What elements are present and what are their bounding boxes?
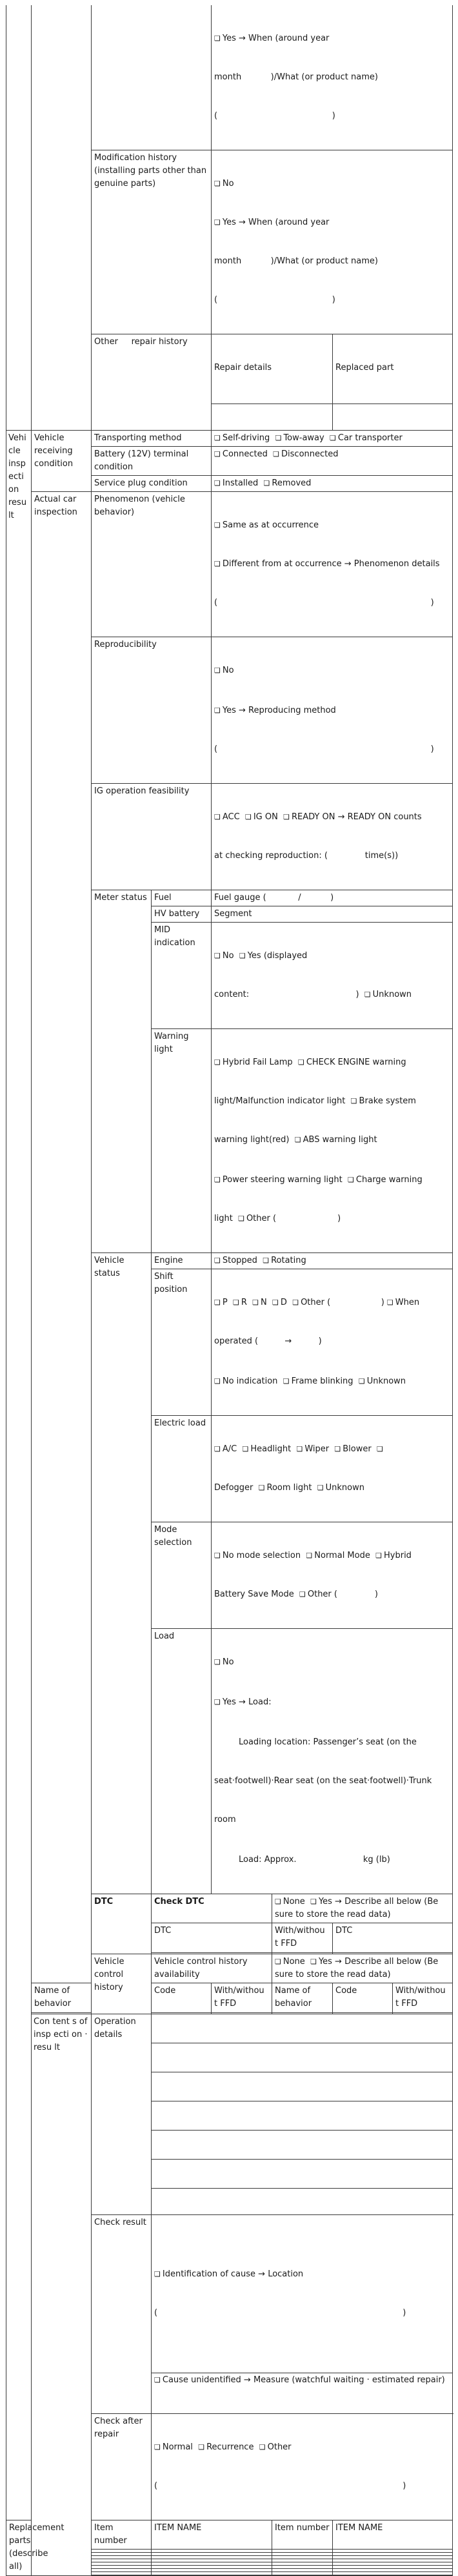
ffd-col-text: With/withou t FFD xyxy=(275,1926,328,1948)
checkbox-icon[interactable] xyxy=(298,1058,306,1067)
rule-line xyxy=(333,402,452,404)
opt-same: Same as at occurrence xyxy=(222,520,319,530)
checkbox-icon[interactable] xyxy=(310,1957,319,1967)
code-header xyxy=(152,1983,212,2014)
rule-line xyxy=(152,2010,211,2013)
reproducing-method-field[interactable]: ( ) xyxy=(214,744,434,754)
receiving-condition-label: Vehicle receiving condition xyxy=(32,431,92,492)
ready-on-count-field[interactable]: at checking reproduction: ( time(s)) xyxy=(214,851,399,861)
mode-selection-label: Mode selection xyxy=(152,1522,212,1629)
opt-other-field[interactable]: Other ( ) xyxy=(246,1214,341,1223)
control-availability-label: Vehicle control history availability xyxy=(152,1954,272,1983)
checkbox-icon[interactable] xyxy=(259,1483,267,1493)
loading-location-text-2: seat·footwell)·Rear seat (on the seat·footwell)·Trunk xyxy=(214,1776,432,1786)
item-name-lines[interactable] xyxy=(152,2550,272,2576)
rule-line xyxy=(333,2572,452,2575)
reproducibility-options xyxy=(212,637,453,784)
code-text: Code xyxy=(335,1986,357,1996)
opt-cause-unidentified: Cause unidentified → Measure (watchful waiting · estimated repair) xyxy=(162,2375,445,2385)
opt-headlight: Headlight xyxy=(250,1444,292,1454)
ffd-header xyxy=(212,1983,272,2014)
checkbox-icon[interactable] xyxy=(214,478,223,488)
transport-label: Transporting method xyxy=(92,431,212,447)
opt-unknown: Unknown xyxy=(325,1483,364,1493)
opt-other-field[interactable]: Other ( ) xyxy=(307,1590,378,1599)
repair-details-text: Repair details xyxy=(214,363,272,373)
check-result-label: Check result xyxy=(92,2215,152,2414)
behavior-name-header-2 xyxy=(272,1983,333,2014)
opt-d: D xyxy=(280,1298,287,1307)
checkbox-icon[interactable] xyxy=(263,1256,271,1265)
rule-line xyxy=(32,2010,91,2013)
opt-ready-on: READY ON → READY ON counts xyxy=(291,812,422,822)
opt-p: P xyxy=(222,1298,228,1307)
opt-normal: Normal xyxy=(162,2442,193,2452)
opt-wiper: Wiper xyxy=(304,1444,330,1454)
checkbox-icon[interactable] xyxy=(214,706,223,715)
checkbox-icon[interactable] xyxy=(214,1256,223,1265)
brake-warning-text: warning light(red) xyxy=(214,1135,290,1145)
vehicle-inspection-section-label: Vehi cle insp ecti on resu lt xyxy=(6,431,32,2520)
accident-paren-field[interactable]: ( ) xyxy=(214,111,335,121)
shift-position-options xyxy=(212,1269,453,1416)
load-approx-field[interactable]: Load: Approx. kg (lb) xyxy=(239,1855,390,1865)
engine-options xyxy=(212,1253,453,1269)
opt-defogger: Defogger xyxy=(214,1483,254,1493)
checkbox-icon[interactable] xyxy=(214,812,223,822)
checkbox-icon[interactable] xyxy=(154,2375,163,2385)
checkbox-icon[interactable] xyxy=(214,34,223,43)
rule-line xyxy=(152,2098,452,2101)
opt-no-indication: No indication xyxy=(222,1376,278,1386)
rule-line xyxy=(272,2572,332,2575)
mid-label: MID indication xyxy=(152,923,212,1029)
replaced-part-text: Replaced part xyxy=(335,363,394,373)
modification-when-what-text: month )/What (or product name) xyxy=(214,256,378,266)
service-plug-options xyxy=(212,476,453,492)
battery-save-text: Battery Save Mode xyxy=(214,1590,294,1599)
repair-details-header xyxy=(212,334,333,431)
item-number-lines-2[interactable] xyxy=(272,2550,333,2576)
operated-field[interactable]: operated ( → ) xyxy=(214,1336,322,1346)
checkbox-icon[interactable] xyxy=(214,1298,223,1307)
electric-load-options xyxy=(212,1416,453,1522)
accident-options-cell xyxy=(212,5,453,150)
item-name-lines-2[interactable] xyxy=(333,2550,453,2576)
checkbox-icon[interactable] xyxy=(214,559,223,569)
checkbox-icon[interactable] xyxy=(364,990,373,999)
behavior-name-text: Name of behavior xyxy=(34,1986,73,2009)
checkbox-icon[interactable] xyxy=(259,2442,268,2452)
item-number-header-2: Item number xyxy=(272,2520,333,2550)
checkbox-icon[interactable] xyxy=(214,1376,223,1386)
checkbox-icon[interactable] xyxy=(214,179,223,189)
opt-when: When xyxy=(395,1298,420,1307)
checkbox-icon[interactable] xyxy=(214,1058,223,1067)
checkbox-icon[interactable] xyxy=(387,1298,395,1307)
rule-line xyxy=(152,2156,452,2160)
check-result-options xyxy=(152,2215,453,2414)
history-section-cell xyxy=(6,5,32,431)
checkbox-icon[interactable] xyxy=(273,449,281,459)
checkbox-icon[interactable] xyxy=(214,520,223,530)
opt-yes-describe: Yes → Describe all below (Be sure to store the read data) xyxy=(275,1897,441,1919)
accident-when-what-text: month )/What (or product name) xyxy=(214,72,378,82)
checkbox-icon[interactable] xyxy=(239,951,248,961)
modification-label: Modification history (installing parts other than genuine parts) xyxy=(92,150,212,334)
opt-yes-load: Yes → Load: xyxy=(222,1697,272,1707)
opt-frame-blinking: Frame blinking xyxy=(291,1376,353,1386)
checkbox-icon[interactable] xyxy=(283,1376,292,1386)
opt-stopped: Stopped xyxy=(222,1256,257,1265)
opt-different: Different from at occurrence → Phenomenon details xyxy=(222,559,440,569)
opt-hybrid: Hybrid xyxy=(384,1551,412,1560)
opt-none: None xyxy=(283,1957,305,1967)
control-history-label: Vehicle control history xyxy=(92,1954,152,2014)
opt-power-steering: Power steering warning light xyxy=(222,1175,343,1185)
opt-ac: A/C xyxy=(222,1444,237,1454)
checkbox-icon[interactable] xyxy=(351,1096,359,1106)
check-after-repair-label: Check after repair xyxy=(92,2414,152,2520)
mid-options xyxy=(212,923,453,1029)
dtc-col-header-2 xyxy=(333,1923,453,1954)
malfunction-indicator-text: light/Malfunction indicator light xyxy=(214,1096,346,1106)
opt-room-light: Room light xyxy=(266,1483,312,1493)
warning-light-options xyxy=(212,1029,453,1253)
modification-options-cell xyxy=(212,150,453,334)
warning-light-label: Warning light xyxy=(152,1029,212,1253)
checkbox-icon[interactable] xyxy=(233,1298,241,1307)
checkbox-icon[interactable] xyxy=(275,433,284,443)
replaced-part-header xyxy=(333,334,453,431)
modification-no-text: No xyxy=(222,179,234,189)
load-label: Load xyxy=(152,1629,212,1894)
checkbox-icon[interactable] xyxy=(154,2269,163,2279)
opt-brake-system: Brake system xyxy=(359,1096,416,1106)
opt-hybrid-fail-lamp: Hybrid Fail Lamp xyxy=(222,1058,293,1067)
rule-line xyxy=(393,2010,452,2013)
checkbox-icon[interactable] xyxy=(214,218,223,227)
checkbox-icon[interactable] xyxy=(214,1175,223,1185)
ig-label: IG operation feasibility xyxy=(92,784,212,890)
opt-no: No xyxy=(222,1657,234,1667)
fuel-gauge-field[interactable]: Fuel gauge ( / ) xyxy=(212,890,453,906)
checkbox-icon[interactable] xyxy=(245,812,254,822)
ig-options xyxy=(212,784,453,890)
opt-identification: Identification of cause → Location xyxy=(162,2269,304,2279)
opt-tow-away: Tow-away xyxy=(283,433,324,443)
opt-other-field[interactable]: Other ( ) xyxy=(301,1298,384,1307)
checkbox-icon[interactable] xyxy=(154,2442,163,2452)
checkbox-icon[interactable] xyxy=(296,1444,304,1454)
accident-yes-text: Yes → When (around year xyxy=(222,34,330,43)
rule-line xyxy=(212,2010,272,2013)
checkbox-icon[interactable] xyxy=(292,1298,301,1307)
checkbox-icon[interactable] xyxy=(214,1444,223,1454)
dtc-options xyxy=(272,1894,453,1923)
opt-connected: Connected xyxy=(222,449,268,459)
engine-label: Engine xyxy=(152,1253,212,1269)
behavior-name-text: Name of behavior xyxy=(275,1986,314,2009)
opt-other: Other xyxy=(267,2442,292,2452)
checkbox-icon[interactable] xyxy=(377,1444,385,1454)
item-number-header: Item number xyxy=(92,2520,152,2550)
checkbox-icon[interactable] xyxy=(252,1298,261,1307)
checkbox-icon[interactable] xyxy=(299,1590,308,1599)
rule-line xyxy=(272,2010,332,2013)
accident-label-cell xyxy=(92,5,212,150)
ffd-text: With/withou t FFD xyxy=(214,1986,267,2009)
checkbox-icon[interactable] xyxy=(214,1697,223,1707)
checkbox-icon[interactable] xyxy=(306,1551,314,1560)
battery-label: Battery (12V) terminal condition xyxy=(92,447,212,476)
contents-section-label: Con tent s of insp ecti on · resu lt xyxy=(32,2014,92,2576)
service-plug-label: Service plug condition xyxy=(92,476,212,492)
rule-line xyxy=(333,2010,392,2013)
behavior-name-header xyxy=(32,1983,92,2014)
dtc-col-text: DTC xyxy=(335,1926,353,1936)
item-number-lines[interactable] xyxy=(92,2550,152,2576)
opt-self-driving: Self-driving xyxy=(222,433,270,443)
opt-recurrence: Recurrence xyxy=(206,2442,254,2452)
mode-selection-options xyxy=(212,1522,453,1629)
opt-unknown: Unknown xyxy=(366,1376,406,1386)
location-field[interactable]: ( ) xyxy=(154,2308,406,2318)
rule-line xyxy=(333,1950,452,1953)
ffd-col-header xyxy=(272,1923,333,1954)
other-repair-label: Other repair history xyxy=(92,334,212,431)
rule-line xyxy=(152,1950,272,1953)
checkbox-icon[interactable] xyxy=(275,1957,283,1967)
checkbox-icon[interactable] xyxy=(214,449,223,459)
charge-light-text: light xyxy=(214,1214,233,1223)
after-repair-field[interactable]: ( ) xyxy=(154,2481,406,2491)
opt-acc: ACC xyxy=(222,812,240,822)
rule-line xyxy=(272,1950,332,1953)
rule-line xyxy=(152,2069,452,2072)
item-name-header: ITEM NAME xyxy=(152,2520,272,2550)
rule-line xyxy=(212,402,332,404)
checkbox-icon[interactable] xyxy=(198,2442,206,2452)
rule-line xyxy=(152,2040,452,2043)
phenomenon-label: Phenomenon (vehicle behavior) xyxy=(92,492,212,637)
phenomenon-details-field[interactable]: ( ) xyxy=(214,598,434,608)
check-dtc-label: Check DTC xyxy=(152,1894,272,1923)
opt-ig-on: IG ON xyxy=(253,812,278,822)
replacement-parts-label: Replacement parts (describe all) xyxy=(6,2520,32,2576)
checkbox-icon[interactable] xyxy=(214,666,223,675)
opt-yes-describe: Yes → Describe all below (Be sure to store the read data) xyxy=(275,1957,441,1979)
rule-line xyxy=(152,2572,272,2575)
inspection-form-table xyxy=(6,5,453,2576)
vehicle-status-label: Vehicle status xyxy=(92,1253,152,1894)
checkbox-icon[interactable] xyxy=(334,1444,343,1454)
opt-installed: Installed xyxy=(222,478,259,488)
ffd-text: With/withou t FFD xyxy=(395,1986,448,2009)
dtc-label: DTC xyxy=(92,1894,152,1954)
opt-yes-reproducing: Yes → Reproducing method xyxy=(222,706,336,715)
checkbox-icon[interactable] xyxy=(359,1376,367,1386)
dtc-col-text: DTC xyxy=(154,1926,172,1936)
opt-unknown: Unknown xyxy=(372,990,412,999)
checkbox-icon[interactable] xyxy=(264,478,272,488)
checkbox-icon[interactable] xyxy=(317,1483,326,1493)
opt-normal-mode: Normal Mode xyxy=(314,1551,370,1560)
hv-battery-label: HV battery xyxy=(152,906,212,923)
opt-charge-warning: Charge warning xyxy=(355,1175,423,1185)
checkbox-icon[interactable] xyxy=(310,1897,319,1906)
checkbox-icon[interactable] xyxy=(295,1135,303,1145)
ffd-header-2 xyxy=(393,1983,453,2014)
checkbox-icon[interactable] xyxy=(272,1298,281,1307)
phenomenon-options xyxy=(212,492,453,637)
item-name-header-2: ITEM NAME xyxy=(333,2520,453,2550)
battery-options xyxy=(212,447,453,476)
opt-n: N xyxy=(261,1298,267,1307)
checkbox-icon[interactable] xyxy=(238,1214,246,1223)
checkbox-icon[interactable] xyxy=(283,812,292,822)
opt-none: None xyxy=(283,1897,305,1906)
shift-position-label: Shift position xyxy=(152,1269,212,1416)
opt-blower: Blower xyxy=(343,1444,372,1454)
opt-yes-displayed: Yes (displayed xyxy=(247,951,308,961)
loading-location-text: Loading location: Passenger’s seat (on the xyxy=(239,1737,417,1747)
opt-rotating: Rotating xyxy=(271,1256,306,1265)
rule-line xyxy=(152,2185,452,2189)
rule-line xyxy=(152,2127,452,2131)
fuel-label: Fuel xyxy=(152,890,212,906)
opt-car-transporter: Car transporter xyxy=(337,433,403,443)
opt-no-mode: No mode selection xyxy=(222,1551,301,1560)
loading-location-text-3: room xyxy=(214,1815,236,1825)
checkbox-icon[interactable] xyxy=(214,951,223,961)
history-group-cell xyxy=(32,5,92,431)
code-text: Code xyxy=(154,1986,176,1996)
checkbox-icon[interactable] xyxy=(348,1175,356,1185)
opt-check-engine: CHECK ENGINE warning xyxy=(306,1058,406,1067)
checkbox-icon[interactable] xyxy=(214,1657,223,1667)
transport-options xyxy=(212,431,453,447)
reproducibility-label: Reproducibility xyxy=(92,637,212,784)
hv-segment-field[interactable]: Segment xyxy=(212,906,453,923)
opt-no: No xyxy=(222,951,234,961)
checkbox-icon[interactable] xyxy=(214,433,223,443)
after-repair-options xyxy=(152,2414,453,2520)
checkbox-icon[interactable] xyxy=(375,1551,384,1560)
dtc-col-header xyxy=(152,1923,272,1954)
opt-no: No xyxy=(222,666,234,675)
checkbox-icon[interactable] xyxy=(243,1444,251,1454)
checkbox-icon[interactable] xyxy=(275,1897,283,1906)
opt-r: R xyxy=(241,1298,247,1307)
load-options xyxy=(212,1629,453,1894)
code-header-2 xyxy=(333,1983,393,2014)
opt-abs: ABS warning light xyxy=(303,1135,377,1145)
operation-details-label: Operation details xyxy=(92,2014,152,2215)
opt-removed: Removed xyxy=(272,478,312,488)
mid-content-field[interactable]: content: ) xyxy=(214,990,359,999)
opt-disconnected: Disconnected xyxy=(281,449,339,459)
control-history-options xyxy=(272,1954,453,1983)
checkbox-icon[interactable] xyxy=(214,1551,223,1560)
rule-line xyxy=(92,2572,151,2575)
checkbox-icon[interactable] xyxy=(330,433,338,443)
meter-status-label: Meter status xyxy=(92,890,152,1253)
actual-inspection-label: Actual car inspection xyxy=(32,492,92,1983)
modification-paren-field[interactable]: ( ) xyxy=(214,295,335,305)
operation-details-lines[interactable] xyxy=(152,2014,453,2215)
modification-yes-text: Yes → When (around year xyxy=(222,218,330,227)
electric-load-label: Electric load xyxy=(152,1416,212,1522)
